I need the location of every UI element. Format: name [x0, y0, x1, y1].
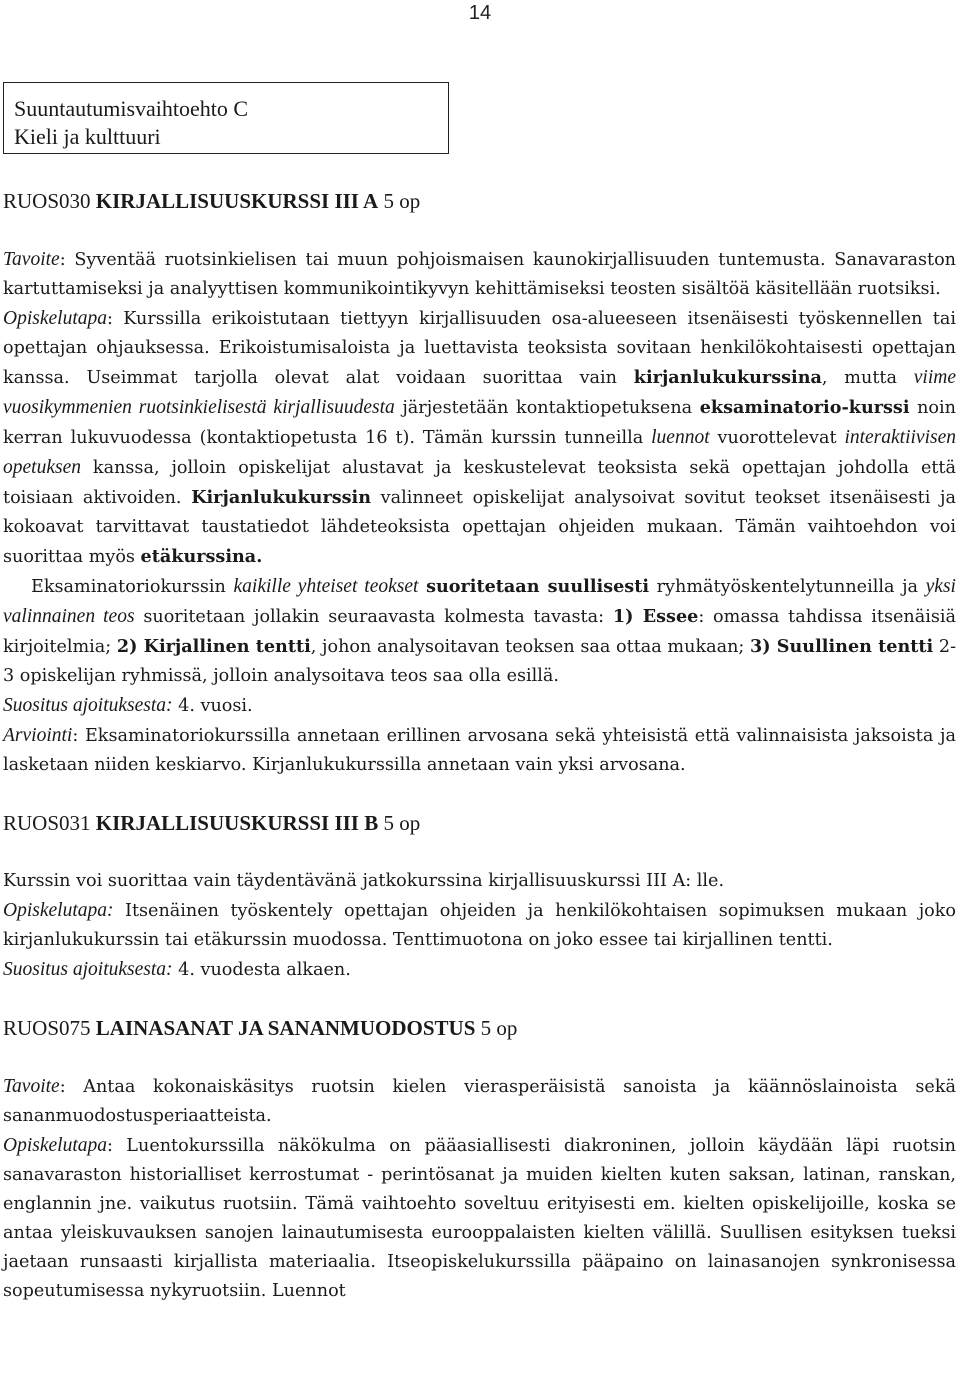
document-body [3, 187, 956, 1306]
text-segment: , johon analysoitavan teoksen saa ottaa mukaan; [310, 637, 751, 657]
label-opiskelutapa: Opiskelutapa [3, 1135, 107, 1156]
text-arviointi: : Eksaminatoriokurssilla annetaan erillinen arvosana sekä yhteisistä että valinnaisista jaksoista ja lasketaan niiden keskiarvo. Kirjanlukukurssilla annetaan vain yksi arvosana. [3, 726, 956, 775]
text-segment: 2-3 opiskelijan ryhmissä, jolloin analysoitava teos saa olla esillä. [3, 637, 957, 686]
bold-term: 3) Suullinen tentti [750, 636, 934, 657]
bold-term: suoritetaan suullisesti [426, 576, 650, 597]
text-tavoite: : Antaa kokonaiskäsitys ruotsin kielen vierasperäisistä sanoista ja käännöslainoista sekä sananmuodostusperiaatteista. [3, 1077, 956, 1126]
text-segment: valinneet opiskelijat analysoivat sovitut teokset itsenäisesti ja kokoavat tarvittavat taustatiedot lähdeteoksista opettajan ohjeiden mukaan. Tämän vaihtoehdon voi suorittaa myös [3, 488, 956, 567]
paragraph-opiskelutapa-ruos031 [3, 896, 956, 955]
label-opiskelutapa: Opiskelutapa: [3, 900, 114, 921]
bold-term: eksaminatorio-kurssi [699, 397, 910, 418]
label-arviointi: Arviointi [3, 725, 73, 746]
label-suositus: Suositus ajoituksesta: [3, 959, 173, 980]
text-suositus: 4. vuosi. [172, 696, 253, 716]
text-opiskelutapa: : Luentokurssilla näkökulma on pääasiallisesti diakroninen, jolloin käydään läpi ruotsin sanavaraston historialliset kerrostumat - perintösanat ja muiden kielten kuten saksan, latinan, ranskan, englannin jne. vaikutus ruotsiin. Tämä vaihtoehto soveltuu erityisesti em. kielten opiskelijoille, koska se antaa yleiskuvauksen sanojen lainautumisesta eurooppalaisten kielten välillä. Suullisen esityksen tueksi jaetaan runsaasti kirjallista materiaalia. Itseopiskelukurssilla pääpaino on lainasanojen synkronisessa sopeutumisessa nykyruotsiin. Luennot [3, 1136, 956, 1301]
text-segment: , mutta [821, 368, 914, 388]
text-segment: ryhmätyöskentelytunneilla ja [649, 577, 926, 597]
page-number: 14 [468, 2, 492, 24]
bold-term: 1) Essee [612, 606, 699, 627]
course-credits: 5 op [480, 1016, 518, 1040]
bold-term: 2) Kirjallinen tentti [116, 636, 311, 657]
text-segment: Eksaminatoriokurssin [31, 577, 234, 597]
course-name: KIRJALLISUUSKURSSI III B [95, 811, 379, 835]
text-tavoite: : Syventää ruotsinkielisen tai muun pohjoismaisen kaunokirjallisuuden tuntemusta. Sanavaraston kartuttamiseksi ja analyyttisen kommunikointikyvyn kehittämiseksi teosten sisältöä käsitellään ruotsiksi. [3, 250, 956, 299]
bold-term: Kirjanlukukurssin [191, 487, 371, 508]
text-segment: noin kerran lukuvuodessa (kontaktiopetusta 16 t). Tämän kurssin tunneilla [3, 398, 956, 448]
italic-term: yksi valinnainen teos [3, 576, 956, 627]
course-credits: 5 op [383, 811, 421, 835]
text-segment: suoritetaan jollakin seuraavasta kolmesta tavasta: [134, 607, 613, 627]
section-heading-line1: Suuntautumisvaihtoehto C [14, 96, 249, 121]
label-suositus: Suositus ajoituksesta: [3, 695, 173, 716]
italic-term: interaktiivisen opetuksen [3, 427, 956, 478]
text-segment: : omassa tahdissa itsenäisiä kirjoitelmia; [3, 607, 956, 657]
label-opiskelutapa: Opiskelutapa [3, 308, 107, 329]
italic-term: viime vuosikymmenien ruotsinkielisestä kirjallisuudesta [3, 367, 956, 418]
label-tavoite: Tavoite [3, 1076, 60, 1097]
course-title-ruos075 [3, 1014, 956, 1043]
italic-term: luennot [651, 427, 710, 448]
course-name: LAINASANAT JA SANANMUODOSTUS [95, 1016, 476, 1040]
text-segment [418, 577, 426, 597]
paragraph-suositus-ruos030 [3, 691, 956, 721]
section-heading-box [3, 82, 449, 154]
paragraph-opiskelutapa-ruos075 [3, 1131, 956, 1306]
paragraph-eksaminatorio [3, 572, 956, 691]
course-code: RUOS075 [3, 1016, 91, 1040]
paragraph-opiskelutapa-ruos030 [3, 304, 956, 572]
course-name: KIRJALLISUUSKURSSI III A [95, 189, 379, 213]
text-segment: kanssa, jolloin opiskelijat alustavat ja keskustelevat teoksista sekä opettajan johdolla että toisiaan aktivoiden. [3, 458, 956, 508]
paragraph-arviointi-ruos030 [3, 721, 956, 780]
paragraph-intro-ruos031: Kurssin voi suorittaa vain täydentävänä jatkokurssina kirjallisuuskurssi III A: lle. [3, 871, 725, 891]
course-credits: 5 op [383, 189, 421, 213]
course-code: RUOS031 [3, 811, 91, 835]
text-segment: : Kurssilla erikoistutaan tiettyyn kirjallisuuden osa-alueeseen itsenäisesti työskennellen tai opettajan ohjauksessa. Erikoistumisaloista ja luettavista teoksista sovitaan henkilökohtaisesti opettajan kanssa. Useimmat tarjolla olevat alat voidaan suorittaa vain [3, 309, 956, 388]
paragraph-suositus-ruos031 [3, 955, 956, 985]
paragraph-tavoite-ruos030 [3, 245, 956, 304]
bold-term: kirjanlukukurssina [633, 367, 822, 388]
course-title-ruos030 [3, 187, 956, 216]
bold-term: etäkurssina. [140, 546, 263, 567]
italic-term: kaikille yhteiset teokset [233, 576, 419, 597]
course-title-ruos031 [3, 809, 956, 838]
text-segment: vuorottelevat [709, 428, 845, 448]
course-code: RUOS030 [3, 189, 91, 213]
text-suositus: 4. vuodesta alkaen. [172, 960, 351, 980]
label-tavoite: Tavoite [3, 249, 60, 270]
section-heading-line2: Kieli ja kulttuuri [14, 124, 161, 149]
paragraph-tavoite-ruos075 [3, 1072, 956, 1131]
text-opiskelutapa: Itsenäinen työskentely opettajan ohjeiden ja henkilökohtaisen sopimuksen mukaan joko kirjanlukukurssin tai etäkurssin muodossa. Tenttimuotona on joko essee tai kirjallinen tentti. [3, 901, 956, 950]
text-segment: järjestetään kontaktiopetuksena [394, 398, 700, 418]
